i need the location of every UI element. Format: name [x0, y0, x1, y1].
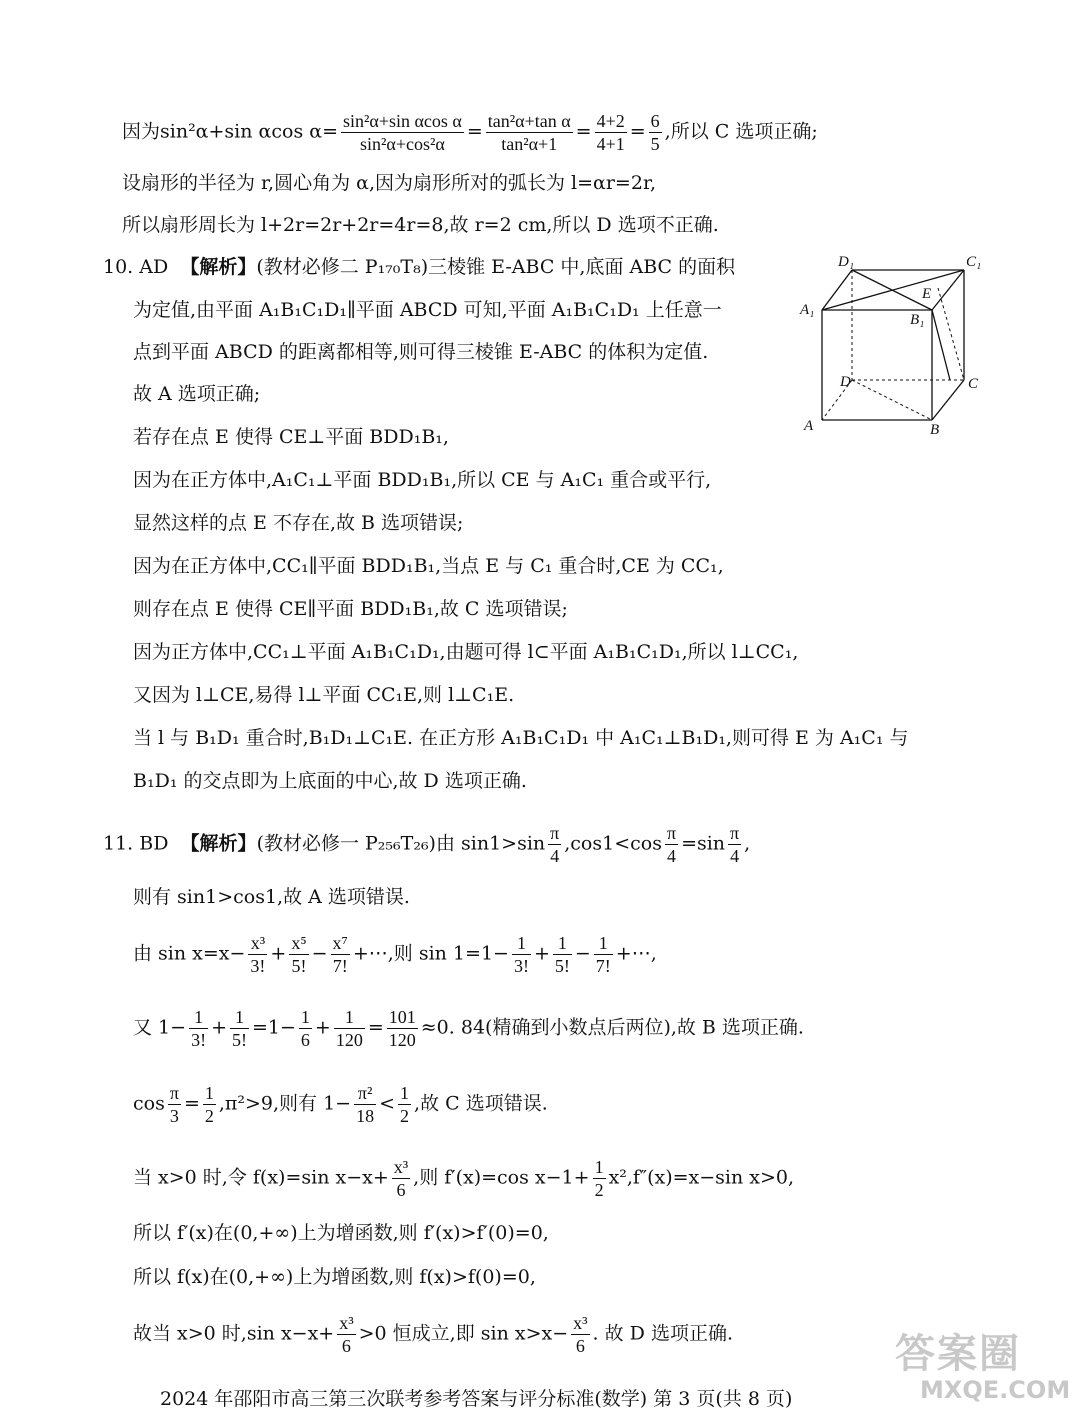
analysis-tag: 【解析】 — [180, 256, 257, 278]
fraction: $\frac{\text{x⁵}}{5!}$ — [291, 933, 307, 976]
q11-line-g: 所以 f′(x)在(0,+∞)上为增函数,则 f′(x)>f′(0)=0, — [133, 1222, 549, 1244]
fraction: $\frac{\pi}{3}$ — [169, 1083, 179, 1126]
cube-figure — [798, 248, 992, 442]
fraction: $\frac{\pi}{4}$ — [666, 823, 677, 866]
line-1: 因为sin²α+sin αcos α= $\frac{\text{sin²α+sin αcos α}}{\text{sin²α+cos²α}}$ = $\frac{\text{tan²α+tan α}}{\text{tan²α+1}}$ = $\frac{4+2}{4+1}$ = $\frac{6}{5}$ ,所以 C 选项正确; — [122, 111, 818, 154]
q10-line-m: B₁D₁ 的交点即为上底面的中心,故 D 选项正确. — [133, 770, 527, 792]
fraction: $\frac{\pi}{4}$ — [730, 823, 740, 866]
text: 因为sin²α+sin αcos α= — [122, 120, 338, 143]
hidden-e-c — [938, 288, 964, 380]
label-c1: C₁ — [966, 254, 982, 270]
line-3: 所以扇形周长为 l+2r=2r+2r=4r=8,故 r=2 cm,所以 D 选项不正确. — [122, 214, 719, 236]
analysis-tag: 【解析】 — [180, 832, 257, 855]
q11-line-f: 当 x>0 时,令 f(x)=sin x−x+ $\frac{\text{x³}}{6}$ ,则 f′(x)=cos x−1+ $\frac{1}{2}$ x²,f″(x)=x−sin x>0, — [133, 1157, 795, 1200]
q10-line-g: 显然这样的点 E 不存在,故 B 选项错误; — [133, 512, 464, 534]
fraction: $\frac{\text{x³}}{6}$ — [339, 1313, 354, 1356]
fraction: $\frac{1}{5!}$ — [554, 933, 570, 976]
q10-line-c: 点到平面 ABCD 的距离都相等,则可得三棱锥 E-ABC 的体积为定值. — [133, 341, 709, 363]
label-c: C — [968, 376, 979, 392]
fraction: $\frac{1}{2}$ — [204, 1083, 214, 1126]
fraction: $\frac{6}{5}$ — [650, 111, 660, 154]
q11-line-i: 故当 x>0 时,sin x−x+ $\frac{\text{x³}}{6}$ >0 恒成立,即 sin x>x− $\frac{\text{x³}}{6}$ . 故 D 选项正确. — [133, 1313, 733, 1356]
q10-line-k: 又因为 l⊥CE,易得 l⊥平面 CC₁E,则 l⊥C₁E. — [133, 684, 515, 706]
fraction: $\frac{1}{5!}$ — [231, 1007, 247, 1050]
question-number: 10. AD — [103, 256, 169, 278]
q10-line-e: 若存在点 E 使得 CE⊥平面 BDD₁B₁, — [133, 426, 449, 448]
fraction: $\frac{1}{2}$ — [594, 1157, 604, 1200]
edge-a1-d1 — [822, 270, 852, 310]
fraction: $\frac{\text{x³}}{3!}$ — [250, 933, 266, 976]
label-e: E — [922, 286, 932, 302]
q10-line-i: 则存在点 E 使得 CE∥平面 BDD₁B₁,故 C 选项错误; — [133, 598, 568, 620]
label-a: A — [804, 418, 814, 434]
q10-line-h: 因为在正方体中,CC₁∥平面 BDD₁B₁,当点 E 与 C₁ 重合时,CE 为 CC₁, — [133, 555, 724, 577]
fraction: $\frac{\text{sin²α+sin αcos α}}{\text{sin²α+cos²α}}$ — [343, 111, 462, 154]
q11-line-c: 由 sin x=x− $\frac{\text{x³}}{3!}$ + $\frac{\text{x⁵}}{5!}$ − $\frac{\text{x⁷}}{7!}$ +⋯,则 sin 1=1− $\frac{1}{3!}$ + $\frac{1}{5!}$ − $\frac{1}{7!}$ +⋯, — [133, 933, 657, 976]
edge-c1-b1 — [932, 270, 964, 310]
label-d1: D₁ — [838, 254, 855, 270]
fraction: $\frac{1}{7!}$ — [595, 933, 611, 976]
q11-line-d: 又 1− $\frac{1}{3!}$ + $\frac{1}{5!}$ =1− $\frac{1}{6}$ + $\frac{1}{120}$ = $\frac{101}{120}$ ≈0. 84(精确到小数点后两位),故 B 选项正确. — [133, 1007, 804, 1050]
label-a1: A₁ — [800, 302, 815, 318]
fraction: $\frac{1}{6}$ — [300, 1007, 310, 1050]
fraction: $\frac{4+2}{4+1}$ — [596, 111, 625, 154]
q10-header — [103, 258, 735, 277]
text: (教材必修二 P₁₇₀T₈)三棱锥 E-ABC 中,底面 ABC 的面积 — [256, 256, 736, 278]
question-number: 11. BD — [103, 832, 169, 855]
label-b1: B₁ — [910, 312, 925, 328]
label-d: D — [840, 374, 851, 390]
q11-line-b: 则有 sin1>cos1,故 A 选项错误. — [133, 886, 410, 908]
label-b: B — [930, 422, 940, 438]
fraction: $\frac{1}{120}$ — [335, 1007, 363, 1050]
fraction: $\frac{\text{tan²α+tan α}}{\text{tan²α+1}}$ — [487, 111, 571, 154]
fraction: $\frac{1}{2}$ — [400, 1083, 410, 1126]
line-b1-down — [932, 310, 950, 380]
q10-line-f: 因为在正方体中,A₁C₁⊥平面 BDD₁B₁,所以 CE 与 A₁C₁ 重合或平行, — [133, 469, 712, 491]
q11-line-h: 所以 f(x)在(0,+∞)上为增函数,则 f(x)>f(0)=0, — [133, 1266, 536, 1288]
fraction: $\frac{1}{3!}$ — [191, 1007, 207, 1050]
fraction: $\frac{\text{π²}}{18}$ — [356, 1083, 375, 1126]
line-2: 设扇形的半径为 r,圆心角为 α,因为扇形所对的弧长为 l=αr=2r, — [122, 172, 656, 194]
fraction: $\frac{\text{x³}}{6}$ — [393, 1157, 409, 1200]
watermark-url: MXQE.COM — [920, 1376, 1071, 1404]
q10-line-b: 为定值,由平面 A₁B₁C₁D₁∥平面 ABCD 可知,平面 A₁B₁C₁D₁ 上任意一 — [133, 299, 722, 321]
q10-line-d: 故 A 选项正确; — [133, 383, 261, 405]
q10-line-j: 因为正方体中,CC₁⊥平面 A₁B₁C₁D₁,由题可得 l⊂平面 A₁B₁C₁D₁,所以 l⊥CC₁, — [133, 641, 799, 663]
edge-b-c — [932, 380, 964, 420]
q11-header: 11. BD 【解析】(教材必修一 P₂₅₆T₂₆)由 sin1>sin $\frac{\pi}{4}$ ,cos1<cos $\frac{\pi}{4}$ =sin $\frac{\pi}{4}$ , — [103, 823, 751, 866]
fraction: $\frac{1}{3!}$ — [513, 933, 529, 976]
fraction: $\frac{101}{120}$ — [388, 1007, 416, 1050]
page-footer: 2024 年邵阳市高三第三次联考参考答案与评分标准(数学) 第 3 页(共 8 页) — [160, 1388, 793, 1410]
fraction: $\frac{\pi}{4}$ — [550, 823, 560, 866]
fraction: $\frac{\text{x⁷}}{7!}$ — [332, 933, 348, 976]
fraction: $\frac{\text{x³}}{6}$ — [573, 1313, 588, 1356]
q11-line-e: cos $\frac{\pi}{3}$ = $\frac{1}{2}$ ,π²>9,则有 1− $\frac{\text{π²}}{18}$ < $\frac{1}{2}$ ,故 C 选项错误. — [133, 1083, 548, 1126]
q10-line-l: 当 l 与 B₁D₁ 重合时,B₁D₁⊥C₁E. 在正方形 A₁B₁C₁D₁ 中 A₁C₁⊥B₁D₁,则可得 E 为 A₁C₁ 与 — [133, 727, 909, 749]
watermark-logo: 答案圈 — [895, 1331, 1021, 1377]
hidden-d-b — [852, 380, 932, 420]
diag-a1-c1 — [822, 270, 964, 310]
